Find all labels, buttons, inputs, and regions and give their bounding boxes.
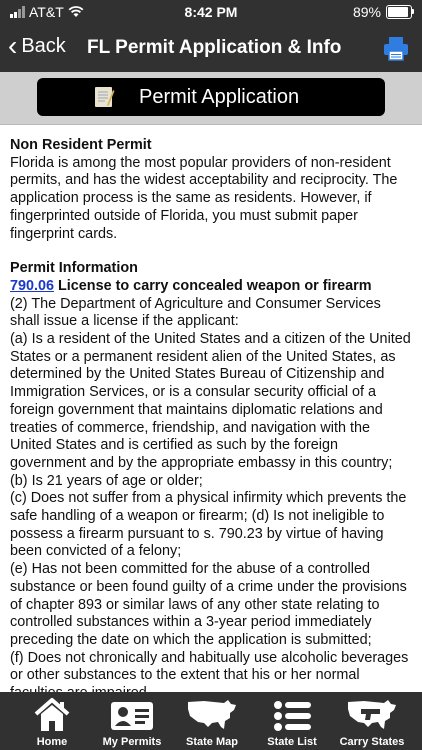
tab-home[interactable] (16, 692, 88, 750)
printer-icon[interactable] (382, 34, 410, 62)
tab-state-list[interactable] (256, 692, 328, 750)
battery-percent: 89% (352, 4, 381, 20)
permit-info-content (10, 137, 414, 692)
statute-paragraph: (c) Does not suffer from a physical infirmity which prevents the safe handling of a weapon or firearm; (d) Is not ineligible to possess a firearm pursuant to s. 790.23 by virtue of having been convicted of a felony; (10, 490, 407, 560)
tab-bar (0, 692, 422, 750)
status-time: 8:42 PM (184, 4, 238, 20)
tab-carry-states[interactable] (334, 692, 410, 750)
list-icon (270, 696, 314, 734)
non-resident-heading: Non Resident Permit (10, 137, 152, 153)
usa-map-icon (184, 696, 240, 734)
statute-paragraph: (b) Is 21 years of age or older; (10, 472, 203, 489)
chevron-left-icon: ‹ (8, 30, 18, 61)
statute-link[interactable]: 790.06 (10, 277, 55, 294)
statute-paragraph: (a) Is a resident of the United States and a citizen of the United States or a permanent resident alien of the United States, as determined by the United States Bureau of Citizenship and Immigration Services, or is a consular security official of a foreign government that maintains diplomatic relations and treaties of commerce, friendship, and navigation with the United States and is certified as such by the foreign government and by the appropriate embassy in this country; (10, 331, 411, 471)
status-right (353, 4, 412, 20)
permit-application-button[interactable] (37, 78, 385, 116)
tab-label: Home (36, 736, 68, 748)
statute-paragraph: (e) Has not been committed for the abuse of a controlled substance or been found guilty of a crime under the provisions of chapter 893 or similar laws of any other state relating to controlled substances within a 3-year period immediately preceding the date on which the application is submitted; (10, 561, 407, 648)
back-label: Back (21, 34, 66, 57)
tab-my-permits[interactable] (96, 692, 168, 750)
carry-states-icon (344, 696, 400, 734)
banner-label: Permit Application (139, 85, 300, 108)
statute-paragraph: (2) The Department of Agriculture and Consumer Services shall issue a license if the applicant: (10, 295, 381, 330)
statute-title: License to carry concealed weapon or firearm (54, 277, 372, 294)
back-button[interactable] (8, 30, 66, 61)
tab-label: State List (267, 736, 317, 748)
document-icon (93, 85, 115, 109)
page-title: FL Permit Application & Info (87, 37, 342, 58)
statute-heading (10, 278, 414, 296)
home-icon (32, 696, 72, 734)
tab-label: State Map (186, 736, 238, 748)
tab-state-map[interactable] (176, 692, 248, 750)
carrier-label: AT&T (29, 4, 64, 20)
tab-label: My Permits (102, 736, 162, 748)
permit-info-heading: Permit Information (10, 260, 138, 277)
tab-label: Carry States (339, 736, 405, 748)
statute-paragraph: (f) Does not chronically and habitually use alcoholic beverages or other substances to the extent that his or her normal (10, 649, 409, 684)
banner-area (0, 72, 422, 125)
battery-icon (386, 5, 412, 19)
status-bar (0, 0, 422, 24)
non-resident-text: Florida is among the most popular providers of non-resident permits, and has the widest acceptability and reciprocity. The application process is the same as residents. However, if fingerprinted outside of Florida, you must submit paper fingerprint cards. (10, 154, 398, 242)
id-card-icon (108, 696, 156, 734)
navigation-bar (0, 24, 422, 72)
